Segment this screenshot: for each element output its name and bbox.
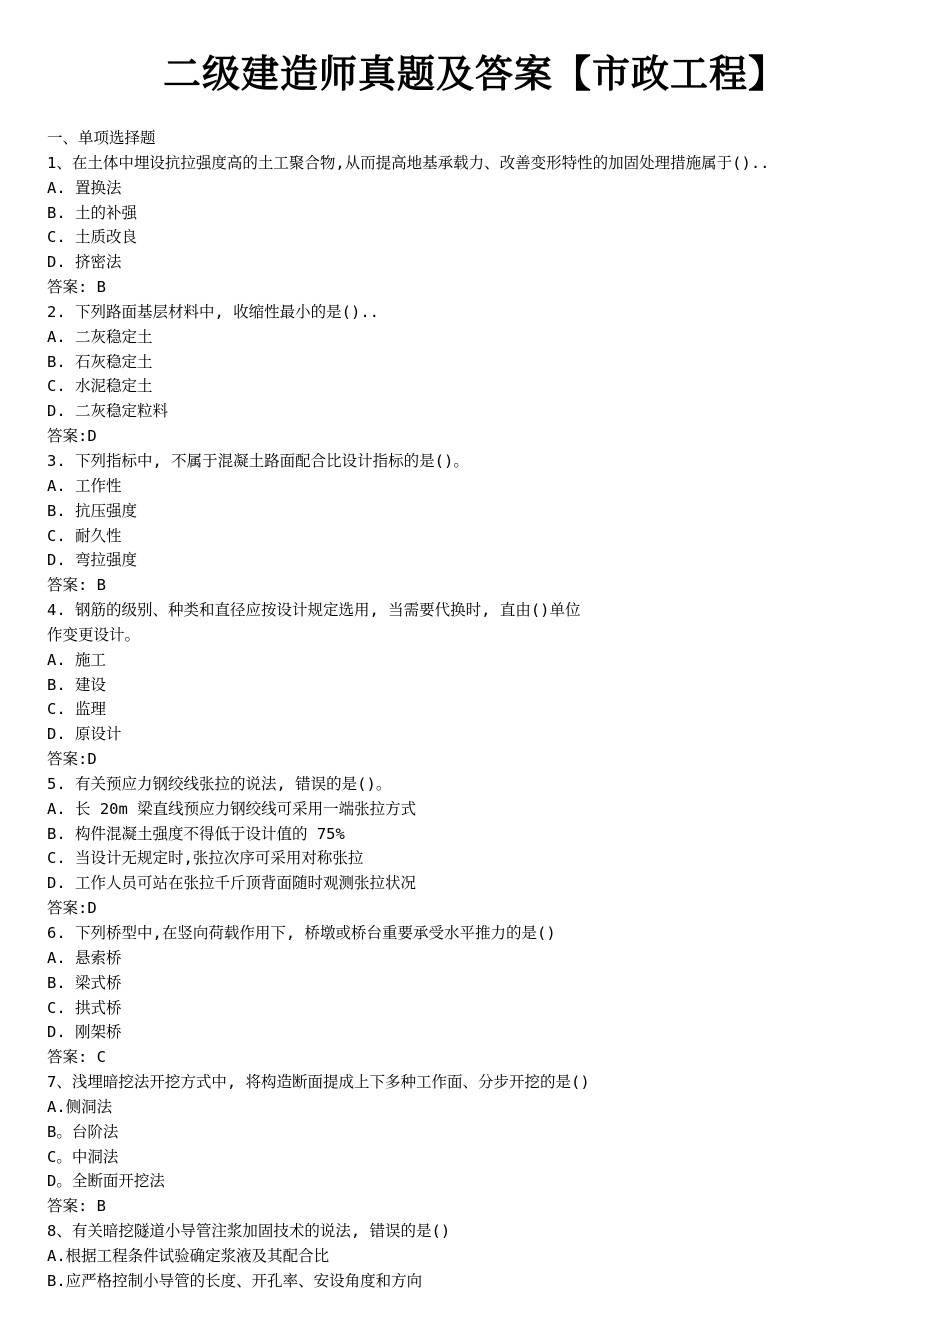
answer-option: A. 工作性 bbox=[47, 476, 122, 495]
answer-option: A. 施工 bbox=[47, 650, 106, 669]
question-stem: 2. 下列路面基层材料中, 收缩性最小的是().. bbox=[47, 302, 379, 321]
answer-key: 答案: C bbox=[47, 1048, 106, 1067]
answer-option: A. 长 20m 梁直线预应力钢绞线可采用一端张拉方式 bbox=[47, 799, 417, 818]
answer-option: D。全断面开挖法 bbox=[47, 1172, 165, 1191]
answer-option: D. 挤密法 bbox=[47, 253, 122, 272]
answer-key: 答案: B bbox=[47, 576, 106, 595]
answer-option: C. 土质改良 bbox=[47, 228, 137, 247]
answer-option: D. 刚架桥 bbox=[47, 1023, 122, 1042]
answer-option: C. 当设计无规定时,张拉次序可采用对称张拉 bbox=[47, 849, 364, 868]
answer-key: 答案:D bbox=[47, 750, 97, 769]
question-stem: 作变更设计。 bbox=[47, 625, 141, 644]
answer-option: A. 悬索桥 bbox=[47, 948, 122, 967]
answer-key: 答案: B bbox=[47, 278, 106, 297]
question-stem: 5. 有关预应力钢绞线张拉的说法, 错误的是()。 bbox=[47, 774, 392, 793]
answer-option: B. 构件混凝土强度不得低于设计值的 75% bbox=[47, 824, 345, 843]
answer-option: B. 石灰稳定土 bbox=[47, 352, 153, 371]
answer-option: B. 抗压强度 bbox=[47, 501, 137, 520]
question-stem: 3. 下列指标中, 不属于混凝土路面配合比设计指标的是()。 bbox=[47, 451, 469, 470]
question-stem: 1、在土体中埋设抗拉强度高的土工聚合物,从而提高地基承载力、改善变形特性的加固处理措施属于().. bbox=[47, 153, 770, 172]
answer-key: 答案: B bbox=[47, 1197, 106, 1216]
answer-option: C。中洞法 bbox=[47, 1147, 119, 1166]
answer-option: D. 原设计 bbox=[47, 725, 122, 744]
answer-option: C. 耐久性 bbox=[47, 526, 122, 545]
answer-option: A. 二灰稳定土 bbox=[47, 327, 153, 346]
answer-option: B。台阶法 bbox=[47, 1122, 119, 1141]
answer-option: B. 土的补强 bbox=[47, 203, 137, 222]
question-stem: 4. 钢筋的级别、种类和直径应按设计规定选用, 当需要代换时, 直由()单位 bbox=[47, 601, 581, 620]
answer-option: A. 置换法 bbox=[47, 178, 122, 197]
answer-option: C. 监理 bbox=[47, 700, 106, 719]
document-title: 二级建造师真题及答案【市政工程】 bbox=[162, 52, 787, 96]
answer-option: C. 拱式桥 bbox=[47, 998, 122, 1017]
answer-option: B.应严格控制小导管的长度、开孔率、安设角度和方向 bbox=[47, 1271, 423, 1290]
answer-option: B. 建设 bbox=[47, 675, 106, 694]
section-heading: 一、单项选择题 bbox=[47, 129, 156, 147]
answer-key: 答案:D bbox=[47, 427, 97, 446]
question-stem: 6. 下列桥型中,在竖向荷载作用下, 桥墩或桥台重要承受水平推力的是() bbox=[47, 924, 556, 942]
answer-option: C. 水泥稳定土 bbox=[47, 377, 153, 396]
question-stem: 8、有关暗挖隧道小导管注浆加固技术的说法, 错误的是() bbox=[47, 1222, 451, 1241]
answer-option: D. 工作人员可站在张拉千斤顶背面随时观测张拉状况 bbox=[47, 874, 416, 893]
answer-option: D. 弯拉强度 bbox=[47, 551, 137, 570]
document-body bbox=[47, 126, 937, 1294]
answer-option: A.根据工程条件试验确定浆液及其配合比 bbox=[47, 1246, 330, 1265]
answer-option: D. 二灰稳定粒料 bbox=[47, 402, 168, 421]
answer-option: A.侧洞法 bbox=[47, 1097, 113, 1116]
question-stem: 7、浅埋暗挖法开挖方式中, 将构造断面提成上下多种工作面、分步开挖的是() bbox=[47, 1073, 590, 1092]
answer-option: B. 梁式桥 bbox=[47, 973, 122, 992]
answer-key: 答案:D bbox=[47, 899, 97, 918]
